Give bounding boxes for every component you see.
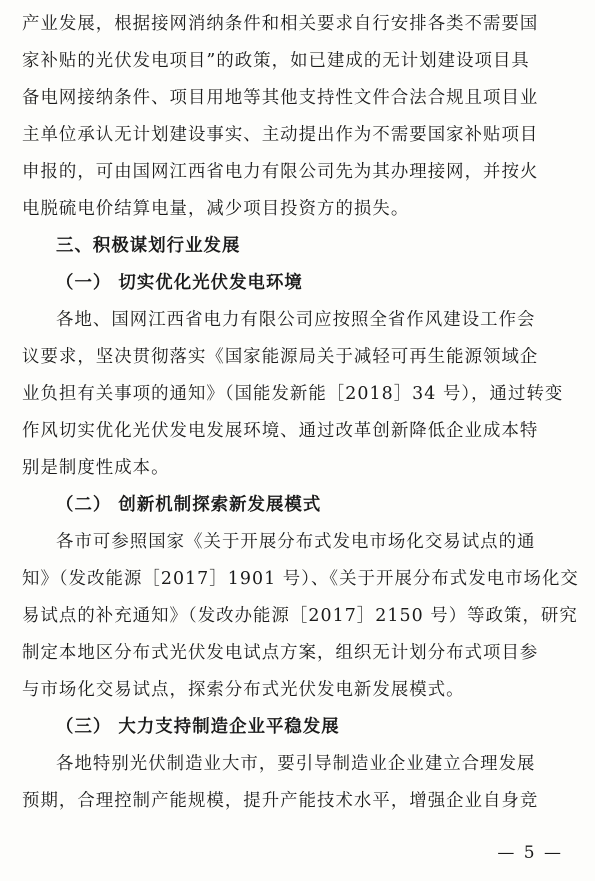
paragraph-line: 家补贴的光伏发电项目”的政策，如已建成的无计划建设项目具 [22, 51, 530, 71]
paragraph-line: 议要求，坚决贯彻落实《国家能源局关于减轻可再生能源领域企 [22, 347, 539, 367]
paragraph-line: 各地特别光伏制造业大市，要引导制造业企业建立合理发展 [56, 754, 536, 774]
paragraph-line: 主单位承认无计划建设事实、主动提出作为不需要国家补贴项目 [22, 125, 539, 145]
paragraph-line: 备电网接纳条件、项目用地等其他支持性文件合法合规且项目业 [22, 88, 539, 108]
paragraph-line: 制定本地区分布式光伏发电试点方案，组织无计划分布式项目参 [22, 643, 539, 663]
subsection-heading: （二） 创新机制探索新发展模式 [56, 495, 322, 515]
page-number: — 5 — [497, 843, 563, 863]
paragraph-line: 作风切实优化光伏发电发展环境、通过改革创新降低企业成本特 [22, 421, 539, 441]
section-heading: 三、积极谋划行业发展 [56, 236, 241, 256]
paragraph-line: 产业发展，根据接网消纳条件和相关要求自行安排各类不需要国 [22, 14, 539, 34]
paragraph-line: 各市可参照国家《关于开展分布式发电市场化交易试点的通 [56, 532, 536, 552]
paragraph-line: 别是制度性成本。 [22, 458, 170, 478]
paragraph-line: 预期，合理控制产能规模，提升产能技术水平，增强企业自身竞 [22, 791, 539, 811]
paragraph-line: 与市场化交易试点，探索分布式光伏发电新发展模式。 [22, 680, 465, 700]
paragraph-line: 各地、国网江西省电力有限公司应按照全省作风建设工作会 [56, 310, 536, 330]
subsection-heading: （一） 切实优化光伏发电环境 [56, 273, 303, 293]
paragraph-line: 电脱硫电价结算电量，减少项目投资方的损失。 [22, 199, 410, 219]
paragraph-line: 易试点的补充通知》（发改办能源［2017］2150 号）等政策，研究 [22, 606, 578, 626]
body-text [22, 6, 582, 820]
paragraph-line: 知》（发改能源［2017］1901 号）、《关于开展分布式发电市场化交 [22, 569, 579, 589]
subsection-heading: （三） 大力支持制造企业平稳发展 [56, 717, 340, 737]
paragraph-line: 申报的，可由国网江西省电力有限公司先为其办理接网，并按火 [22, 162, 539, 182]
paragraph-line: 业负担有关事项的通知》（国能发新能［2018］34 号），通过转变 [22, 384, 564, 404]
